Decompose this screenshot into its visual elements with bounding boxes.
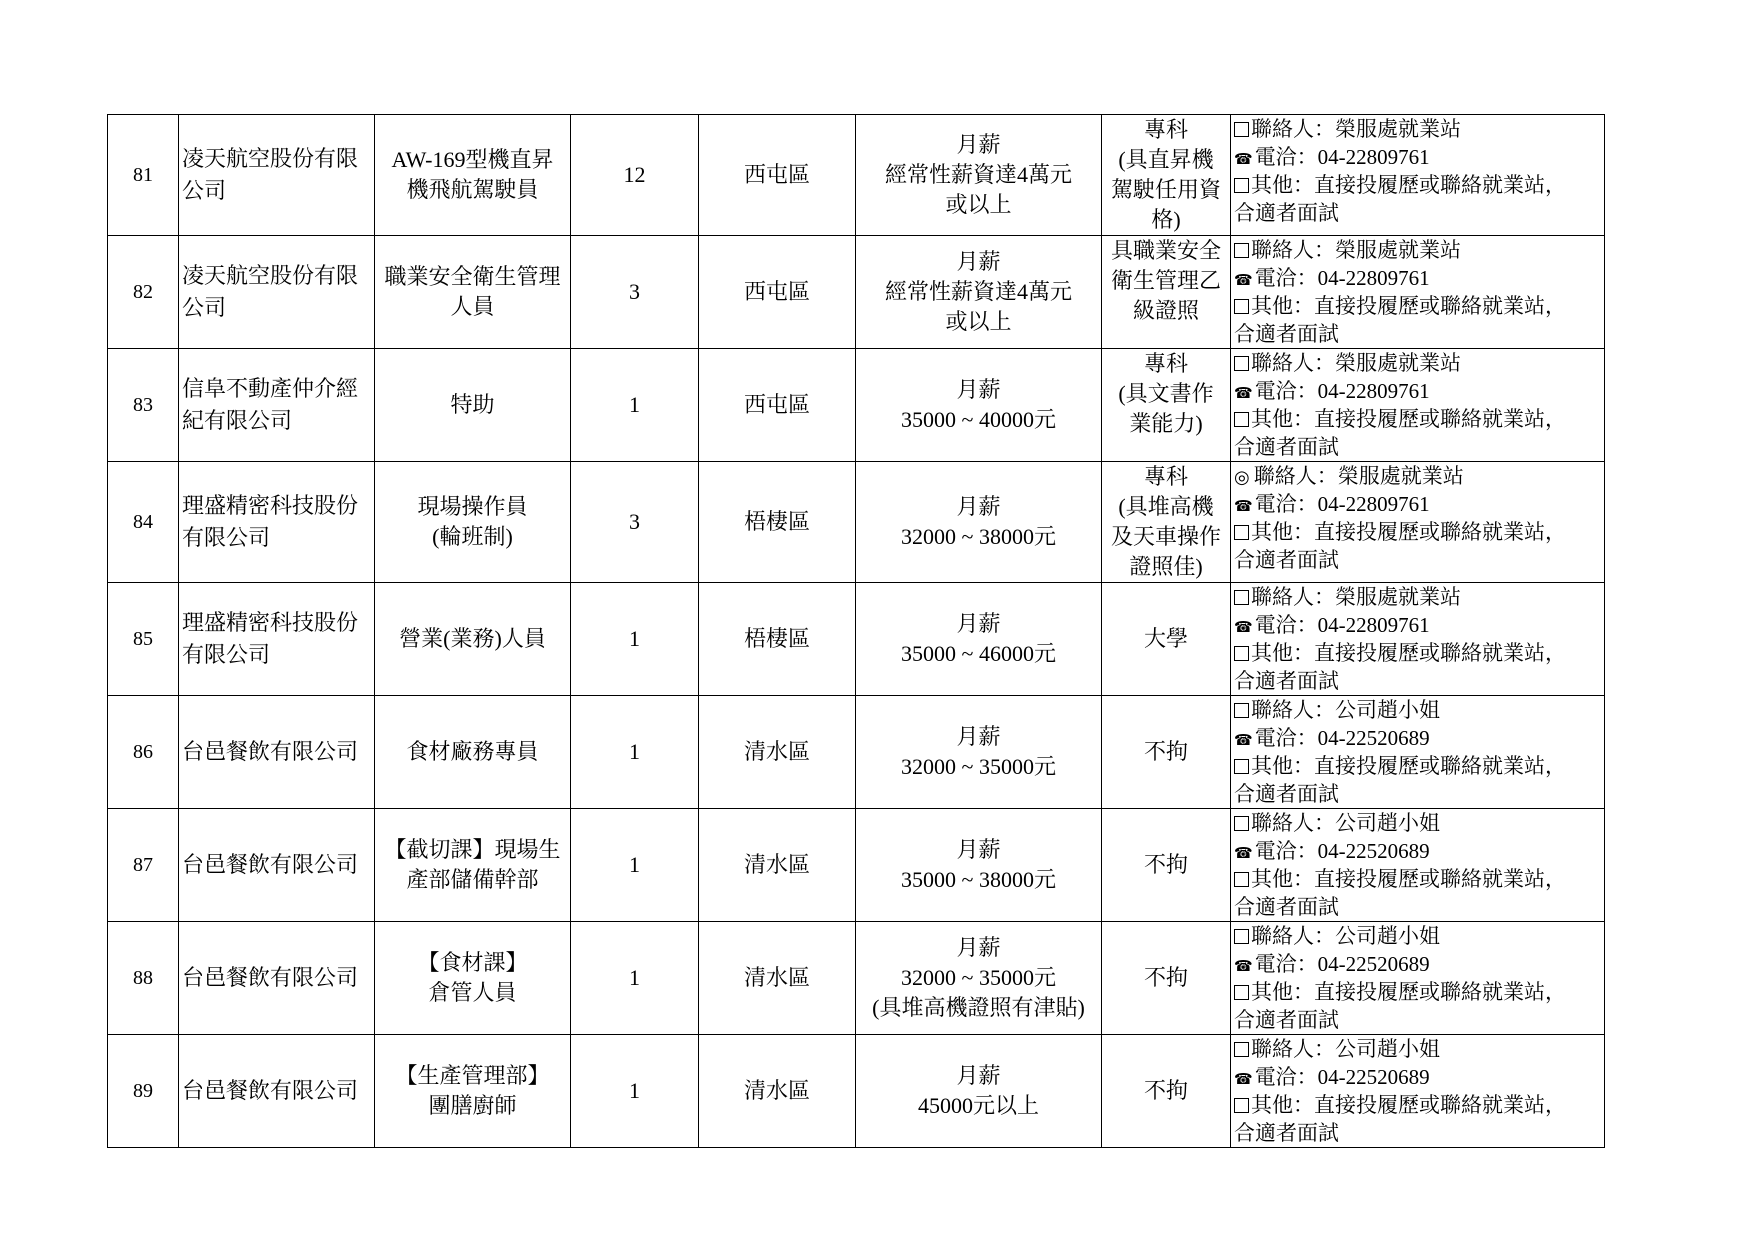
contact-phone-line: [1234, 143, 1604, 171]
contact-phone: 電洽：04-22809761: [1254, 492, 1430, 516]
phone-icon: ☎: [1234, 1070, 1253, 1088]
salary: [856, 1035, 1102, 1148]
education-requirement: [1102, 462, 1231, 583]
table-row: [108, 696, 1605, 809]
contact-other: 其他：直接投履歷或聯絡就業站，: [1251, 1093, 1566, 1117]
headcount: 3: [571, 236, 699, 349]
work-district: 梧棲區: [699, 583, 856, 696]
checkbox-icon: [1234, 122, 1249, 137]
contact-person: 聯絡人：公司趙小姐: [1251, 698, 1440, 722]
phone-icon: ☎: [1234, 844, 1253, 862]
position-title: [375, 809, 571, 922]
position-text: 現場操作員 (輪班制): [417, 494, 528, 549]
contact-other-line: [1234, 518, 1604, 546]
contact-other-line: [1234, 752, 1604, 780]
work-district: 西屯區: [699, 236, 856, 349]
contact-phone: 電洽：04-22520689: [1254, 1065, 1430, 1089]
contact-interview: 合適者面試: [1234, 1121, 1339, 1145]
education-requirement: [1102, 922, 1231, 1035]
company-name: 台邑餐飲有限公司: [179, 922, 375, 1035]
position-title: [375, 349, 571, 462]
work-district: 清水區: [699, 696, 856, 809]
education-requirement: [1102, 583, 1231, 696]
contact-person-line: [1234, 462, 1604, 490]
contact-interview-line: [1234, 893, 1604, 921]
checkbox-icon: [1234, 703, 1249, 718]
salary: [856, 349, 1102, 462]
contact-info: [1231, 349, 1605, 462]
company-name: 理盛精密科技股份有限公司: [179, 583, 375, 696]
education-requirement: [1102, 115, 1231, 236]
position-text: 職業安全衛生管理 人員: [384, 264, 561, 319]
contact-person: 聯絡人：公司趙小姐: [1251, 924, 1440, 948]
contact-other: 其他：直接投履歷或聯絡就業站，: [1251, 407, 1566, 431]
phone-icon: ☎: [1234, 271, 1253, 289]
checkbox-icon: [1234, 525, 1249, 540]
position-text: 【食材課】 倉管人員: [417, 950, 528, 1005]
contact-interview: 合適者面試: [1234, 1008, 1339, 1032]
contact-phone: 電洽：04-22809761: [1254, 613, 1430, 637]
company-name: 台邑餐飲有限公司: [179, 1035, 375, 1148]
salary: [856, 583, 1102, 696]
position-text: 【截切課】現場生 產部儲備幹部: [384, 837, 561, 892]
work-district: 西屯區: [699, 349, 856, 462]
contact-info: [1231, 1035, 1605, 1148]
row-number: 82: [108, 236, 179, 349]
position-title: [375, 115, 571, 236]
contact-other: 其他：直接投履歷或聯絡就業站，: [1251, 754, 1566, 778]
work-district: 梧棲區: [699, 462, 856, 583]
contact-other-line: [1234, 639, 1604, 667]
contact-other-line: [1234, 171, 1604, 199]
contact-person: 聯絡人：公司趙小姐: [1251, 1037, 1440, 1061]
checkbox-icon: [1234, 178, 1249, 193]
row-number: 84: [108, 462, 179, 583]
table-row: [108, 583, 1605, 696]
contact-other: 其他：直接投履歷或聯絡就業站，: [1251, 980, 1566, 1004]
contact-person-line: [1234, 696, 1604, 724]
contact-interview-line: [1234, 199, 1604, 227]
company-name: 凌天航空股份有限公司: [179, 236, 375, 349]
contact-person: 聯絡人：榮服處就業站: [1253, 464, 1464, 488]
contact-info: [1231, 809, 1605, 922]
contact-other: 其他：直接投履歷或聯絡就業站，: [1251, 173, 1566, 197]
education-text: 專科 (具文書作 業能力): [1118, 351, 1214, 436]
salary: [856, 236, 1102, 349]
contact-other-line: [1234, 978, 1604, 1006]
contact-interview: 合適者面試: [1234, 895, 1339, 919]
checkbox-icon: [1234, 872, 1249, 887]
contact-info: [1231, 583, 1605, 696]
contact-interview: 合適者面試: [1234, 548, 1339, 572]
position-text: 食材廠務專員: [406, 739, 539, 764]
education-text: 不拘: [1143, 852, 1188, 877]
headcount: 1: [571, 922, 699, 1035]
contact-info: [1231, 462, 1605, 583]
checkbox-icon: [1234, 1098, 1249, 1113]
contact-person-line: [1234, 583, 1604, 611]
contact-interview-line: [1234, 320, 1604, 348]
contact-other: 其他：直接投履歷或聯絡就業站，: [1251, 867, 1566, 891]
contact-phone: 電洽：04-22520689: [1254, 952, 1430, 976]
contact-person-line: [1234, 236, 1604, 264]
salary-text: 月薪 32000 ~ 38000元: [901, 494, 1056, 549]
checkbox-icon: [1234, 759, 1249, 774]
education-text: 不拘: [1143, 965, 1188, 990]
row-number: 85: [108, 583, 179, 696]
work-district: 清水區: [699, 1035, 856, 1148]
phone-icon: ☎: [1234, 150, 1253, 168]
salary-text: 月薪 45000元以上: [917, 1063, 1039, 1118]
contact-other: 其他：直接投履歷或聯絡就業站，: [1251, 641, 1566, 665]
position-title: [375, 1035, 571, 1148]
headcount: 3: [571, 462, 699, 583]
headcount: 1: [571, 1035, 699, 1148]
row-number: 89: [108, 1035, 179, 1148]
checkbox-icon: [1234, 590, 1249, 605]
education-requirement: [1102, 349, 1231, 462]
checkbox-icon: [1234, 816, 1249, 831]
checkbox-icon: [1234, 1042, 1249, 1057]
row-number: 86: [108, 696, 179, 809]
contact-person-line: [1234, 809, 1604, 837]
company-name: 台邑餐飲有限公司: [179, 696, 375, 809]
contact-person: 聯絡人：榮服處就業站: [1251, 117, 1461, 141]
table-row: [108, 809, 1605, 922]
contact-interview: 合適者面試: [1234, 322, 1339, 346]
salary-text: 月薪 35000 ~ 40000元: [901, 377, 1056, 432]
salary: [856, 922, 1102, 1035]
contact-person-line: [1234, 922, 1604, 950]
contact-other: 其他：直接投履歷或聯絡就業站，: [1251, 520, 1566, 544]
table-row: [108, 1035, 1605, 1148]
company-name: 凌天航空股份有限公司: [179, 115, 375, 236]
contact-interview-line: [1234, 433, 1604, 461]
education-text: 不拘: [1143, 1078, 1188, 1103]
job-listing-table: [107, 114, 1605, 1148]
contact-other-line: [1234, 405, 1604, 433]
checkbox-icon: [1234, 356, 1249, 371]
contact-interview: 合適者面試: [1234, 669, 1339, 693]
contact-phone-line: [1234, 837, 1604, 865]
headcount: 12: [571, 115, 699, 236]
contact-phone-line: [1234, 724, 1604, 752]
checkbox-icon: [1234, 243, 1249, 258]
contact-phone: 電洽：04-22520689: [1254, 726, 1430, 750]
salary: [856, 462, 1102, 583]
contact-phone-line: [1234, 377, 1604, 405]
checkbox-icon: [1234, 299, 1249, 314]
checkbox-icon: [1234, 929, 1249, 944]
contact-interview-line: [1234, 1006, 1604, 1034]
position-text: 【生產管理部】 團膳廚師: [395, 1063, 550, 1118]
position-title: [375, 236, 571, 349]
company-name: 信阜不動產仲介經紀有限公司: [179, 349, 375, 462]
row-number: 81: [108, 115, 179, 236]
education-text: 專科 (具直昇機 駕駛任用資 格): [1110, 117, 1221, 232]
salary-text: 月薪 35000 ~ 38000元: [901, 837, 1056, 892]
education-requirement: [1102, 696, 1231, 809]
table-body: [108, 115, 1605, 1148]
contact-person: 聯絡人：榮服處就業站: [1251, 238, 1461, 262]
contact-interview: 合適者面試: [1234, 201, 1339, 225]
contact-other: 其他：直接投履歷或聯絡就業站，: [1251, 294, 1566, 318]
salary-text: 月薪 35000 ~ 46000元: [901, 611, 1056, 666]
contact-info: [1231, 115, 1605, 236]
checkbox-icon: [1234, 985, 1249, 1000]
salary: [856, 809, 1102, 922]
phone-icon: ☎: [1234, 957, 1253, 975]
contact-phone-line: [1234, 490, 1604, 518]
contact-person-line: [1234, 349, 1604, 377]
table-row: [108, 349, 1605, 462]
salary: [856, 696, 1102, 809]
table-row: [108, 462, 1605, 583]
phone-icon: ☎: [1234, 731, 1253, 749]
contact-phone-line: [1234, 611, 1604, 639]
education-text: 大學: [1143, 626, 1188, 651]
contact-info: [1231, 236, 1605, 349]
company-name: 理盛精密科技股份有限公司: [179, 462, 375, 583]
contact-person-line: [1234, 1035, 1604, 1063]
contact-interview-line: [1234, 1119, 1604, 1147]
contact-other-line: [1234, 1091, 1604, 1119]
education-requirement: [1102, 809, 1231, 922]
work-district: 清水區: [699, 922, 856, 1035]
salary-text: 月薪 32000 ~ 35000元: [901, 724, 1056, 779]
contact-phone: 電洽：04-22809761: [1254, 266, 1430, 290]
row-number: 88: [108, 922, 179, 1035]
contact-interview-line: [1234, 780, 1604, 808]
contact-info: [1231, 696, 1605, 809]
contact-other-line: [1234, 292, 1604, 320]
position-title: [375, 583, 571, 696]
contact-phone: 電洽：04-22809761: [1254, 379, 1430, 403]
work-district: 西屯區: [699, 115, 856, 236]
phone-icon: ☎: [1234, 497, 1253, 515]
salary-text: 月薪 經常性薪資達4萬元 或以上: [884, 249, 1072, 334]
position-text: 營業(業務)人員: [399, 626, 546, 651]
contact-phone: 電洽：04-22520689: [1254, 839, 1430, 863]
contact-other-line: [1234, 865, 1604, 893]
salary-text: 月薪 32000 ~ 35000元 (具堆高機證照有津貼): [872, 935, 1085, 1020]
contact-interview-line: [1234, 667, 1604, 695]
salary: [856, 115, 1102, 236]
work-district: 清水區: [699, 809, 856, 922]
phone-icon: ☎: [1234, 384, 1253, 402]
target-icon: ◎: [1234, 467, 1250, 488]
position-title: [375, 922, 571, 1035]
table-row: [108, 236, 1605, 349]
headcount: 1: [571, 583, 699, 696]
salary-text: 月薪 經常性薪資達4萬元 或以上: [884, 132, 1072, 217]
contact-phone-line: [1234, 950, 1604, 978]
education-text: 專科 (具堆高機 及天車操作 證照佳): [1110, 464, 1221, 579]
education-text: 具職業安全 衛生管理乙 級證照: [1110, 238, 1221, 323]
contact-info: [1231, 922, 1605, 1035]
contact-phone-line: [1234, 1063, 1604, 1091]
checkbox-icon: [1234, 412, 1249, 427]
contact-interview: 合適者面試: [1234, 435, 1339, 459]
table-row: [108, 115, 1605, 236]
contact-person-line: [1234, 115, 1604, 143]
row-number: 87: [108, 809, 179, 922]
contact-phone-line: [1234, 264, 1604, 292]
position-title: [375, 696, 571, 809]
contact-person: 聯絡人：榮服處就業站: [1251, 351, 1461, 375]
row-number: 83: [108, 349, 179, 462]
phone-icon: ☎: [1234, 618, 1253, 636]
education-requirement: [1102, 1035, 1231, 1148]
headcount: 1: [571, 349, 699, 462]
contact-interview: 合適者面試: [1234, 782, 1339, 806]
headcount: 1: [571, 809, 699, 922]
education-text: 不拘: [1143, 739, 1188, 764]
contact-person: 聯絡人：榮服處就業站: [1251, 585, 1461, 609]
contact-person: 聯絡人：公司趙小姐: [1251, 811, 1440, 835]
contact-phone: 電洽：04-22809761: [1254, 145, 1430, 169]
position-title: [375, 462, 571, 583]
headcount: 1: [571, 696, 699, 809]
contact-interview-line: [1234, 546, 1604, 574]
company-name: 台邑餐飲有限公司: [179, 809, 375, 922]
position-text: 特助: [450, 392, 495, 417]
education-requirement: [1102, 236, 1231, 349]
position-text: AW-169型機直昇 機飛航駕駛員: [391, 147, 554, 202]
checkbox-icon: [1234, 646, 1249, 661]
table-row: [108, 922, 1605, 1035]
